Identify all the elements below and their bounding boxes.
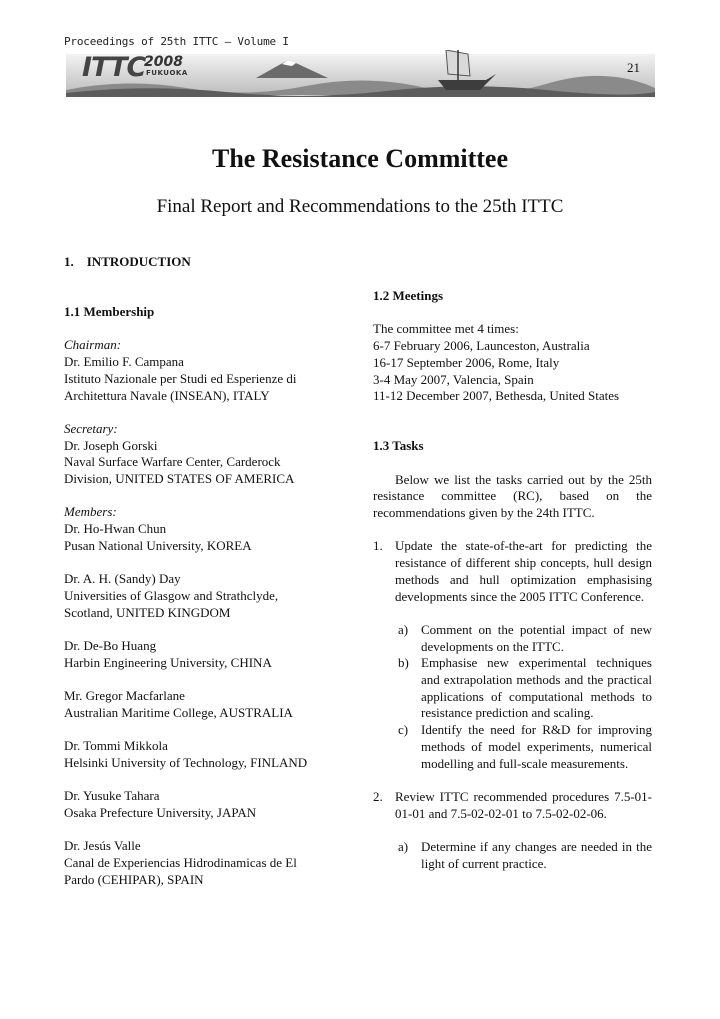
member-line: Dr. Yusuke Tahara bbox=[64, 788, 160, 804]
task-text: Review ITTC recommended procedures 7.5-01-01-01 and 7.5-02-02-01 to 7.5-02-02-06. bbox=[395, 788, 652, 821]
chairman-label: Chairman: bbox=[64, 337, 122, 353]
document-title: The Resistance Committee bbox=[211, 144, 509, 173]
subtask-item bbox=[395, 839, 652, 872]
subtask-letter: a) bbox=[398, 839, 409, 855]
member-line: Harbin Engineering University, CHINA bbox=[64, 654, 272, 670]
document-subtitle: Final Report and Recommendations to the 25th ITTC bbox=[156, 196, 564, 217]
page-number: 21 bbox=[627, 60, 640, 75]
subtask-item bbox=[395, 655, 652, 722]
logo-city: FUKUOKA bbox=[146, 69, 188, 77]
task-text: Update the state-of-the-art for predicting the resistance of different ship concepts, hull design methods and hull optimization emphasising developments since the 2005 ITTC Conference. bbox=[395, 538, 652, 604]
meetings-intro: The committee met 4 times: bbox=[373, 321, 519, 337]
secretary-line: Division, UNITED STATES OF AMERICA bbox=[64, 471, 295, 486]
membership-heading: 1.1 Membership bbox=[64, 304, 155, 319]
member-line: Osaka Prefecture University, JAPAN bbox=[64, 804, 257, 820]
member-line: Mr. Gregor Macfarlane bbox=[64, 688, 185, 704]
task-item bbox=[373, 538, 652, 605]
member-line: Dr. De-Bo Huang bbox=[64, 637, 157, 653]
left-column bbox=[64, 304, 354, 888]
member-line: Dr. Tommi Mikkola bbox=[64, 738, 168, 754]
member-line: Pardo (CEHIPAR), SPAIN bbox=[64, 871, 204, 887]
member-line: Dr. Jesús Valle bbox=[64, 838, 141, 854]
subtask-letter: a) bbox=[398, 621, 409, 637]
subtask-letter: c) bbox=[398, 722, 409, 738]
member-line: Scotland, UNITED KINGDOM bbox=[64, 604, 231, 620]
secretary-line: Dr. Joseph Gorski bbox=[64, 437, 158, 453]
logo-text: ITTC bbox=[82, 52, 146, 83]
subtask-letter: b) bbox=[398, 655, 409, 671]
member-line: Australian Maritime College, AUSTRALIA bbox=[64, 704, 293, 720]
subtask-item bbox=[395, 722, 652, 772]
meeting-item: 16-17 September 2006, Rome, Italy bbox=[373, 354, 560, 370]
chairman-line: Dr. Emilio F. Campana bbox=[64, 354, 184, 370]
member-line: Dr. A. H. (Sandy) Day bbox=[64, 571, 181, 587]
member-line: Universities of Glasgow and Strathclyde, bbox=[64, 587, 279, 603]
meeting-item: 11-12 December 2007, Bethesda, United States bbox=[373, 388, 620, 404]
member-line: Helsinki University of Technology, FINLAND bbox=[64, 754, 308, 770]
subtask-text: Emphasise new experimental techniques and extrapolation methods and the practical applications of computational methods to resistance prediction and scaling. bbox=[421, 655, 652, 721]
chairman-line: Istituto Nazionale per Studi ed Esperienze di bbox=[64, 370, 297, 386]
member-line: Pusan National University, KOREA bbox=[64, 537, 252, 553]
members-label: Members: bbox=[64, 504, 117, 520]
task-number: 1. bbox=[373, 538, 383, 554]
right-column bbox=[373, 288, 652, 872]
meeting-item: 3-4 May 2007, Valencia, Spain bbox=[373, 371, 534, 387]
subtask-item bbox=[395, 622, 652, 655]
logo-year: 2008 bbox=[144, 54, 183, 70]
subtask-text: Identify the need for R&D for improving methods of model experiments, numerical modelling and full-scale measurements. bbox=[421, 722, 652, 771]
section-heading-introduction: 1. INTRODUCTION bbox=[64, 254, 191, 269]
tasks-heading: 1.3 Tasks bbox=[373, 438, 424, 454]
running-header: Proceedings of 25th ITTC – Volume I bbox=[64, 35, 289, 48]
member-line: Canal de Experiencias Hidrodinamicas de El bbox=[64, 855, 297, 871]
secretary-line: Naval Surface Warfare Center, Carderock bbox=[64, 454, 281, 470]
meetings-heading: 1.2 Meetings bbox=[373, 288, 444, 303]
member-line: Dr. Ho-Hwan Chun bbox=[64, 521, 167, 537]
secretary-label: Secretary: bbox=[64, 420, 118, 436]
task-number: 2. bbox=[373, 788, 383, 804]
meeting-item: 6-7 February 2006, Launceston, Australia bbox=[373, 338, 590, 354]
tasks-intro: Below we list the tasks carried out by the 25th resistance committee (RC), based on the recommendations given by the 24th ITTC. bbox=[373, 471, 652, 521]
task-item bbox=[373, 789, 652, 822]
subtask-text: Comment on the potential impact of new developments on the ITTC. bbox=[421, 621, 652, 654]
chairman-line: Architettura Navale (INSEAN), ITALY bbox=[64, 387, 270, 403]
subtask-text: Determine if any changes are needed in the light of current practice. bbox=[421, 839, 652, 871]
